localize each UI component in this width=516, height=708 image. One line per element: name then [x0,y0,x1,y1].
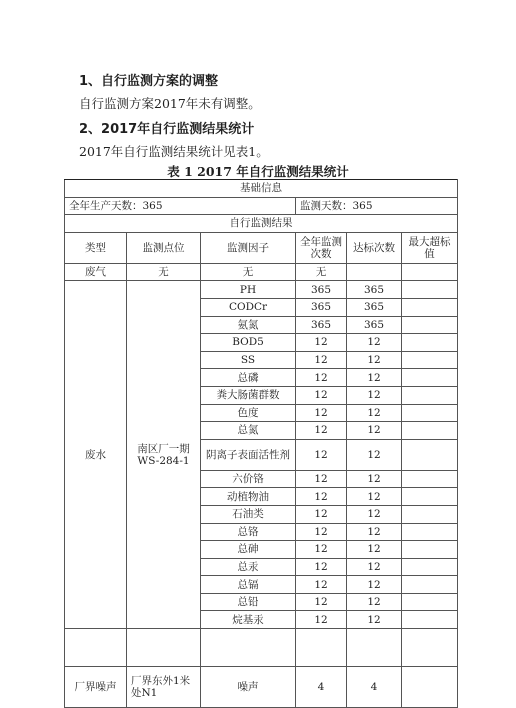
water-passed: 12 [347,488,402,506]
water-factor: 氨氮 [201,316,296,334]
water-passed: 12 [347,386,402,404]
water-max [402,369,458,387]
spacer-cell [127,629,201,667]
section-1-paragraph: 自行监测方案2017年未有调整。 [79,96,261,111]
water-factor: 总磷 [201,369,296,387]
water-count: 12 [296,611,347,629]
water-passed: 12 [347,541,402,559]
header-cell: 达标次数 [347,232,402,263]
water-max [402,281,458,299]
water-passed: 12 [347,422,402,440]
water-passed: 12 [347,351,402,369]
water-max [402,422,458,440]
gas-count: 无 [296,263,347,281]
water-passed: 12 [347,439,402,470]
water-max [402,351,458,369]
water-factor: 总砷 [201,541,296,559]
water-max [402,505,458,523]
water-passed: 12 [347,334,402,352]
water-factor: 总汞 [201,558,296,576]
header-cell: 最大超标值 [402,232,458,263]
gas-point: 无 [127,263,201,281]
water-passed: 12 [347,558,402,576]
section-2-heading: 2、2017年自行监测结果统计 [79,122,255,137]
water-passed: 12 [347,576,402,594]
water-passed: 12 [347,505,402,523]
water-count: 12 [296,558,347,576]
water-passed: 12 [347,523,402,541]
header-cell: 全年监测次数 [296,232,347,263]
water-factor: 色度 [201,404,296,422]
water-count: 12 [296,439,347,470]
monitoring-results-table [64,179,458,708]
water-factor: 总铬 [201,523,296,541]
water-factor: BOD5 [201,334,296,352]
water-max [402,404,458,422]
water-passed: 12 [347,369,402,387]
water-count: 365 [296,316,347,334]
spacer-cell [201,629,296,667]
water-passed: 365 [347,298,402,316]
water-factor: CODCr [201,298,296,316]
noise-type: 厂界噪声 [65,667,127,708]
water-max [402,298,458,316]
water-count: 12 [296,351,347,369]
water-count: 12 [296,386,347,404]
water-count: 12 [296,523,347,541]
spacer-cell [296,629,347,667]
water-count: 12 [296,593,347,611]
monitoring-days: 监测天数：365 [296,197,458,215]
water-max [402,334,458,352]
water-count: 12 [296,334,347,352]
water-max [402,558,458,576]
water-count: 12 [296,470,347,488]
water-count: 12 [296,404,347,422]
water-factor: 烷基汞 [201,611,296,629]
water-max [402,439,458,470]
results-title: 自行监测结果 [65,215,458,233]
water-count: 365 [296,281,347,299]
water-point: 南区厂一期 WS-284-1 [127,281,201,629]
water-passed: 12 [347,470,402,488]
water-count: 12 [296,576,347,594]
noise-count: 4 [296,667,347,708]
water-max [402,611,458,629]
water-count: 12 [296,541,347,559]
water-factor: 动植物油 [201,488,296,506]
header-cell: 监测因子 [201,232,296,263]
water-max [402,541,458,559]
water-max [402,576,458,594]
gas-factor: 无 [201,263,296,281]
gas-max [402,263,458,281]
gas-passed [347,263,402,281]
water-factor: 总氮 [201,422,296,440]
water-factor: PH [201,281,296,299]
water-factor: SS [201,351,296,369]
water-factor: 总铅 [201,593,296,611]
water-max [402,386,458,404]
water-count: 365 [296,298,347,316]
water-count: 12 [296,505,347,523]
section-2-paragraph: 2017年自行监测结果统计见表1。 [79,144,269,159]
noise-factor: 噪声 [201,667,296,708]
water-factor: 石油类 [201,505,296,523]
table-caption: 表 1 2017 年自行监测结果统计 [167,164,349,179]
water-count: 12 [296,422,347,440]
water-passed: 12 [347,404,402,422]
water-count: 12 [296,369,347,387]
water-max [402,488,458,506]
spacer-cell [347,629,402,667]
basic-info-title: 基础信息 [65,180,458,198]
noise-passed: 4 [347,667,402,708]
water-max [402,593,458,611]
noise-max [402,667,458,708]
water-max [402,316,458,334]
water-factor: 阴离子表面活性剂 [201,439,296,470]
water-factor: 粪大肠菌群数 [201,386,296,404]
section-1-heading: 1、自行监测方案的调整 [79,74,219,89]
water-max [402,523,458,541]
water-max [402,470,458,488]
noise-point: 厂界东外1米处N1 [127,667,201,708]
spacer-cell [65,629,127,667]
water-passed: 12 [347,593,402,611]
water-count: 12 [296,488,347,506]
water-passed: 365 [347,281,402,299]
spacer-cell [402,629,458,667]
water-passed: 12 [347,611,402,629]
water-passed: 365 [347,316,402,334]
header-cell: 类型 [65,232,127,263]
water-factor: 六价铬 [201,470,296,488]
water-type: 废水 [65,281,127,629]
production-days: 全年生产天数：365 [65,197,296,215]
gas-type: 废气 [65,263,127,281]
header-cell: 监测点位 [127,232,201,263]
water-factor: 总镉 [201,576,296,594]
